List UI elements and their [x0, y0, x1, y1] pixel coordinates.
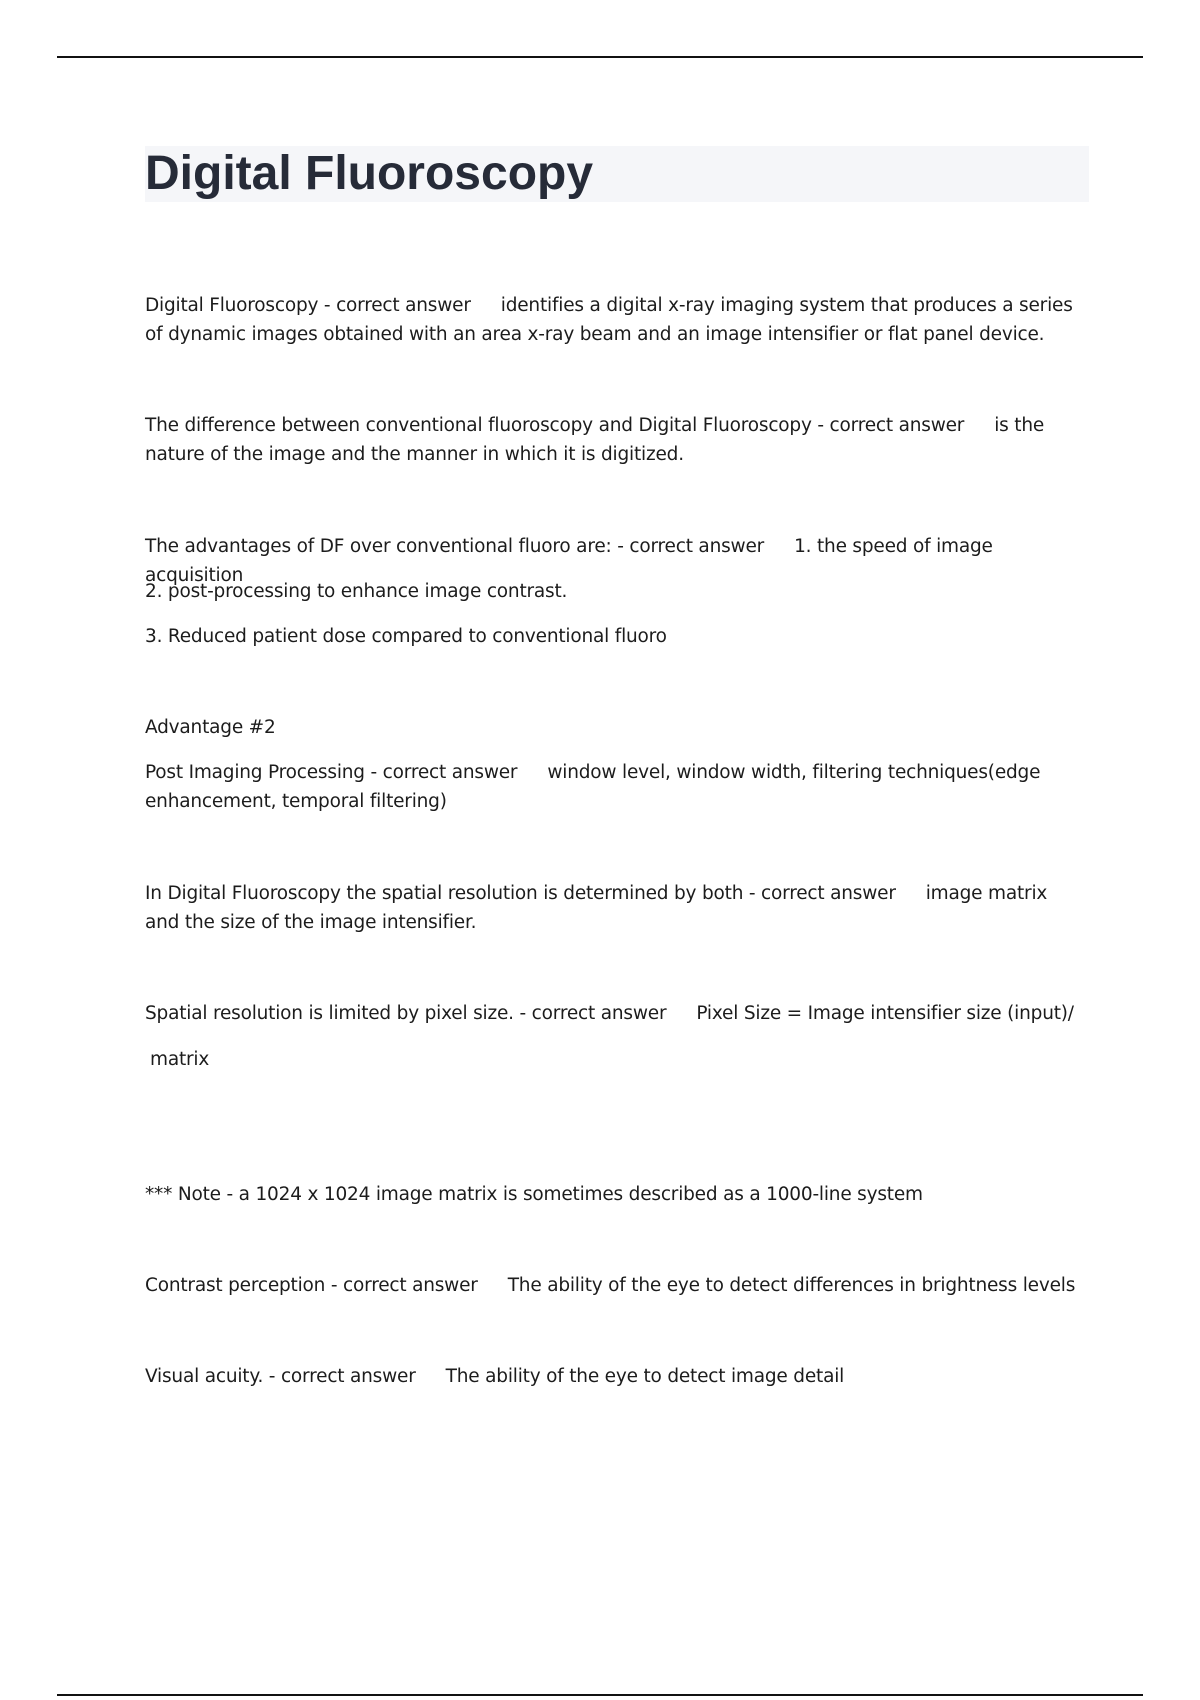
entry-visual-acuity — [145, 1362, 1085, 1391]
entry-term: Spatial resolution is limited by pixel size. - correct answer — [145, 1003, 667, 1024]
entry-term: The advantages of DF over conventional fluoro are: - correct answer — [145, 536, 765, 557]
entry-term: Contrast perception - correct answer — [145, 1275, 478, 1296]
pixel-size-continuation: matrix — [150, 1049, 210, 1070]
entry-pixel-size — [145, 999, 1085, 1028]
entry-conventional-vs-digital — [145, 411, 1085, 469]
entry-answer: is the nature of the image and the manner in which it is digitized. — [145, 415, 1045, 465]
advantage-2-heading: Advantage #2 — [145, 717, 276, 738]
entry-spatial-resolution-determined — [145, 879, 1085, 937]
entry-post-imaging-processing — [145, 758, 1085, 816]
entry-answer: 1. the speed of image acquisition — [145, 536, 993, 586]
entry-term: Digital Fluoroscopy - correct answer — [145, 295, 471, 316]
note-line-system: *** Note - a 1024 x 1024 image matrix is sometimes described as a 1000-line system — [145, 1184, 923, 1205]
entry-answer: The ability of the eye to detect differences in brightness levels — [507, 1275, 1076, 1296]
entry-term: Visual acuity. - correct answer — [145, 1366, 416, 1387]
entry-digital-fluoroscopy — [145, 291, 1085, 349]
header-rule — [57, 56, 1143, 58]
entry-contrast-perception — [145, 1271, 1085, 1300]
entry-term: Post Imaging Processing - correct answer — [145, 762, 518, 783]
entry-answer: Pixel Size = Image intensifier size (input)/ — [696, 1003, 1074, 1024]
entry-answer: The ability of the eye to detect image detail — [445, 1366, 845, 1387]
page-title: Digital Fluoroscopy — [145, 147, 594, 200]
footer-rule — [57, 1694, 1143, 1696]
advantage-line-2: 2. post-processing to enhance image contrast. — [145, 581, 568, 602]
entry-term: In Digital Fluoroscopy the spatial resolution is determined by both - correct answer — [145, 883, 896, 904]
entry-answer: image matrix and the size of the image intensifier. — [145, 883, 1048, 933]
entry-answer: window level, window width, filtering techniques(edge enhancement, temporal filtering) — [145, 762, 1041, 812]
advantage-line-3: 3. Reduced patient dose compared to conventional fluoro — [145, 626, 667, 647]
entry-term: The difference between conventional fluoroscopy and Digital Fluoroscopy - correct answer — [145, 415, 965, 436]
entry-answer: identifies a digital x-ray imaging system that produces a series of dynamic images obtained with an area x-ray beam and an image intensifier or flat panel device. — [145, 295, 1073, 345]
